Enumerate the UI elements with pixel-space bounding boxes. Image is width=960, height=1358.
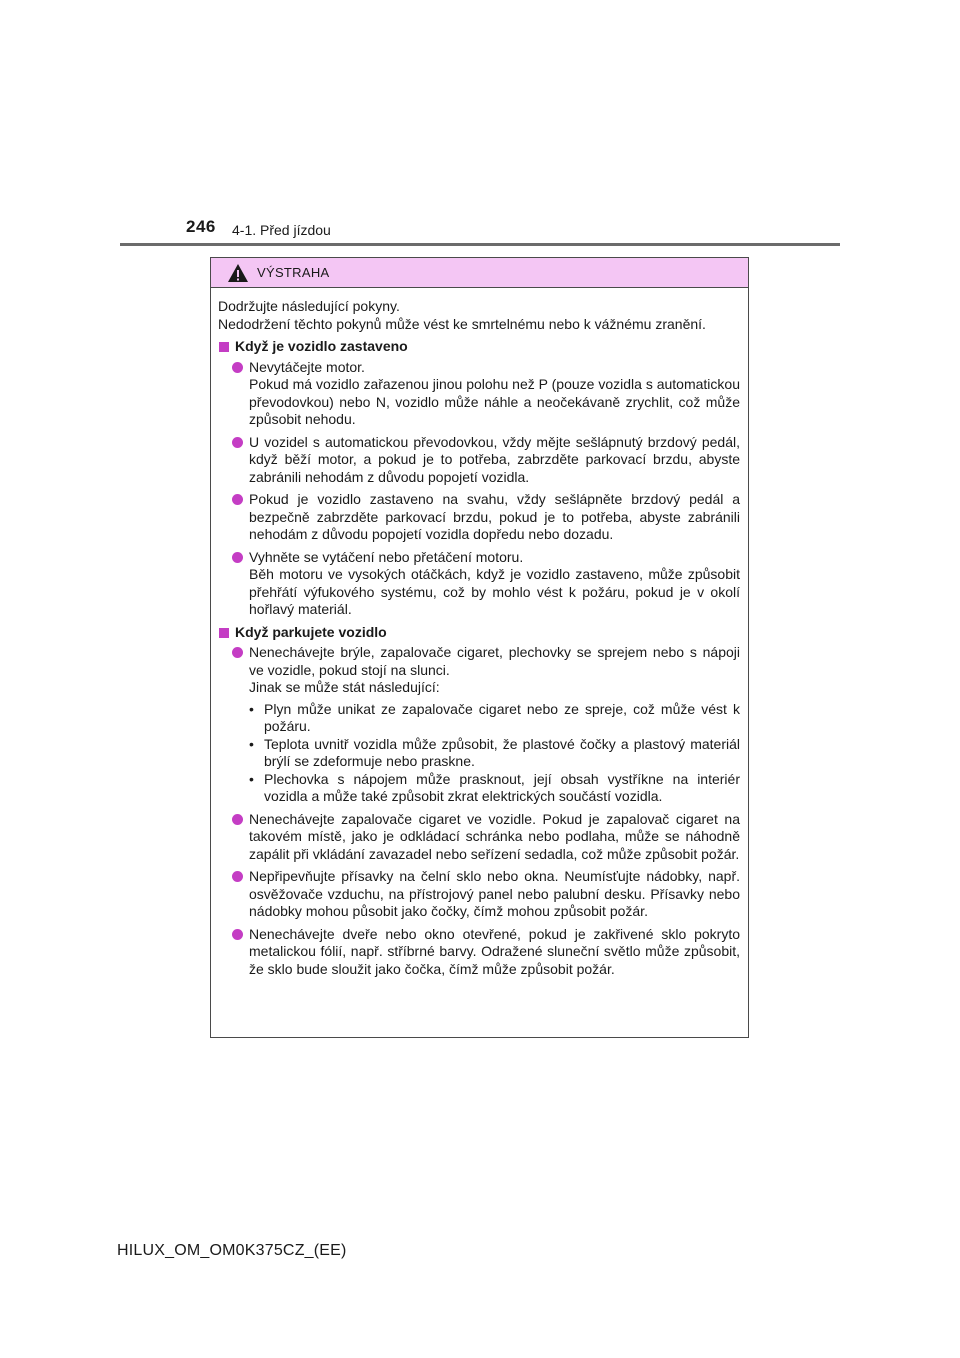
warning-triangle-icon	[227, 263, 249, 283]
warning-box	[210, 257, 749, 1038]
sub-list-item	[249, 771, 740, 806]
list-item	[218, 811, 740, 864]
item-line: Nenechávejte brýle, zapalovače cigaret, plechovky se sprejem nebo s nápoji ve vozidle, pokud stojí na slunci.	[249, 644, 740, 678]
sub-bullet: •	[249, 770, 254, 787]
item-line: Pokud má vozidlo zařazenou jinou polohu než P (pouze vozidla s automatickou převodovkou) nebo N, vozidlo může náhle a neočekávaně zrychlit, což může způsobit nehodu.	[249, 376, 740, 427]
sub-item-text: Teplota uvnitř vozidla může způsobit, že plastové čočky a plastový materiál brýlí se zdeformuje nebo praskne.	[264, 735, 740, 769]
warning-header	[211, 258, 748, 288]
sub-item-text: Plyn může unikat ze zapalovače cigaret nebo ze spreje, což může vést k požáru.	[264, 700, 740, 734]
item-line: Nenechávejte dveře nebo okno otevřené, pokud je zakřivené sklo pokryto metalickou fólií, např. stříbrné barvy. Odražené sluneční světlo může způsobit, že sklo bude sloužit jako čočka, čímž může způsobit požár.	[249, 925, 740, 977]
warning-intro	[218, 298, 740, 333]
circle-bullet-icon	[232, 929, 243, 940]
intro-line: Dodržujte následující pokyny.	[218, 298, 400, 314]
section-title: 4-1. Před jízdou	[232, 222, 331, 238]
item-line: Nepřipevňujte přísavky na čelní sklo nebo okna. Neumísťujte nádobky, např. osvěžovače vzduchu, na přístrojový panel nebo palubní desku. Přísavky nebo nádobky mohou působit jako čočky, čímž mohou způsobit požár.	[249, 868, 740, 919]
circle-bullet-icon	[232, 552, 243, 563]
list-item	[218, 491, 740, 544]
section-heading-text: Když parkujete vozidlo	[235, 623, 387, 640]
circle-bullet-icon	[232, 437, 243, 448]
list-item	[218, 549, 740, 619]
circle-bullet-icon	[232, 647, 243, 658]
section-heading-parking	[218, 624, 740, 642]
item-line: U vozidel s automatickou převodovkou, vždy mějte sešlápnutý brzdový pedál, když běží motor, a pokud je to potřeba, zabrzděte parkovací brzdu, abyste zabránili nehodám z důvodu popojetí vozidla.	[249, 433, 740, 485]
sub-bullet: •	[249, 735, 254, 752]
item-line: Běh motoru ve vysokých otáčkách, když je vozidlo zastaveno, může způsobit přehřátí výfukového systému, což by mohlo vést k požáru, pokud je v okolí hořlavý materiál.	[249, 566, 740, 617]
square-bullet-icon	[219, 628, 229, 638]
sub-bullet: •	[249, 700, 254, 717]
warning-label: VÝSTRAHA	[257, 265, 330, 280]
intro-line: Nedodržení těchto pokynů může vést ke smrtelnému nebo k vážnému zranění.	[218, 315, 706, 332]
sub-item-text: Plechovka s nápojem může prasknout, její obsah vystříkne na interiér vozidla a může také způsobit zkrat elektrických součástí vozidla.	[264, 770, 740, 804]
list-item	[218, 926, 740, 979]
list-item	[218, 868, 740, 921]
list-item	[218, 359, 740, 429]
circle-bullet-icon	[232, 494, 243, 505]
circle-bullet-icon	[232, 362, 243, 373]
sub-list-item	[249, 701, 740, 736]
sub-list	[249, 701, 740, 806]
list-item	[218, 644, 740, 806]
item-line: Nevytáčejte motor.	[249, 358, 365, 375]
document-code: HILUX_OM_OM0K375CZ_(EE)	[117, 1242, 347, 1259]
circle-bullet-icon	[232, 814, 243, 825]
item-line: Nenechávejte zapalovače cigaret ve vozidle. Pokud je zapalovač cigaret na takovém místě, jako je odkládací schránka nebo podlaha, může se náhodně zapálit při vkládání zavazadel nebo seřízení sedadla, což může způsobit požár.	[249, 810, 740, 862]
square-bullet-icon	[219, 342, 229, 352]
header-rule	[120, 243, 840, 246]
sub-list-item	[249, 736, 740, 771]
section-heading-text: Když je vozidlo zastaveno	[235, 338, 408, 354]
item-line: Pokud je vozidlo zastaveno na svahu, vždy sešlápněte brzdový pedál a bezpečně zabrzděte parkovací brzdu, pokud je to potřeba, abyste zabránili nehodám z důvodu popojetí vozidla dopředu nebo dozadu.	[249, 491, 740, 542]
item-line: Jinak se může stát následující:	[249, 679, 440, 695]
page-number: 246	[186, 217, 216, 236]
item-line: Vyhněte se vytáčení nebo přetáčení motoru.	[249, 548, 524, 565]
circle-bullet-icon	[232, 871, 243, 882]
warning-body	[211, 288, 748, 978]
list-item	[218, 434, 740, 487]
section-heading-stopped	[218, 338, 740, 356]
